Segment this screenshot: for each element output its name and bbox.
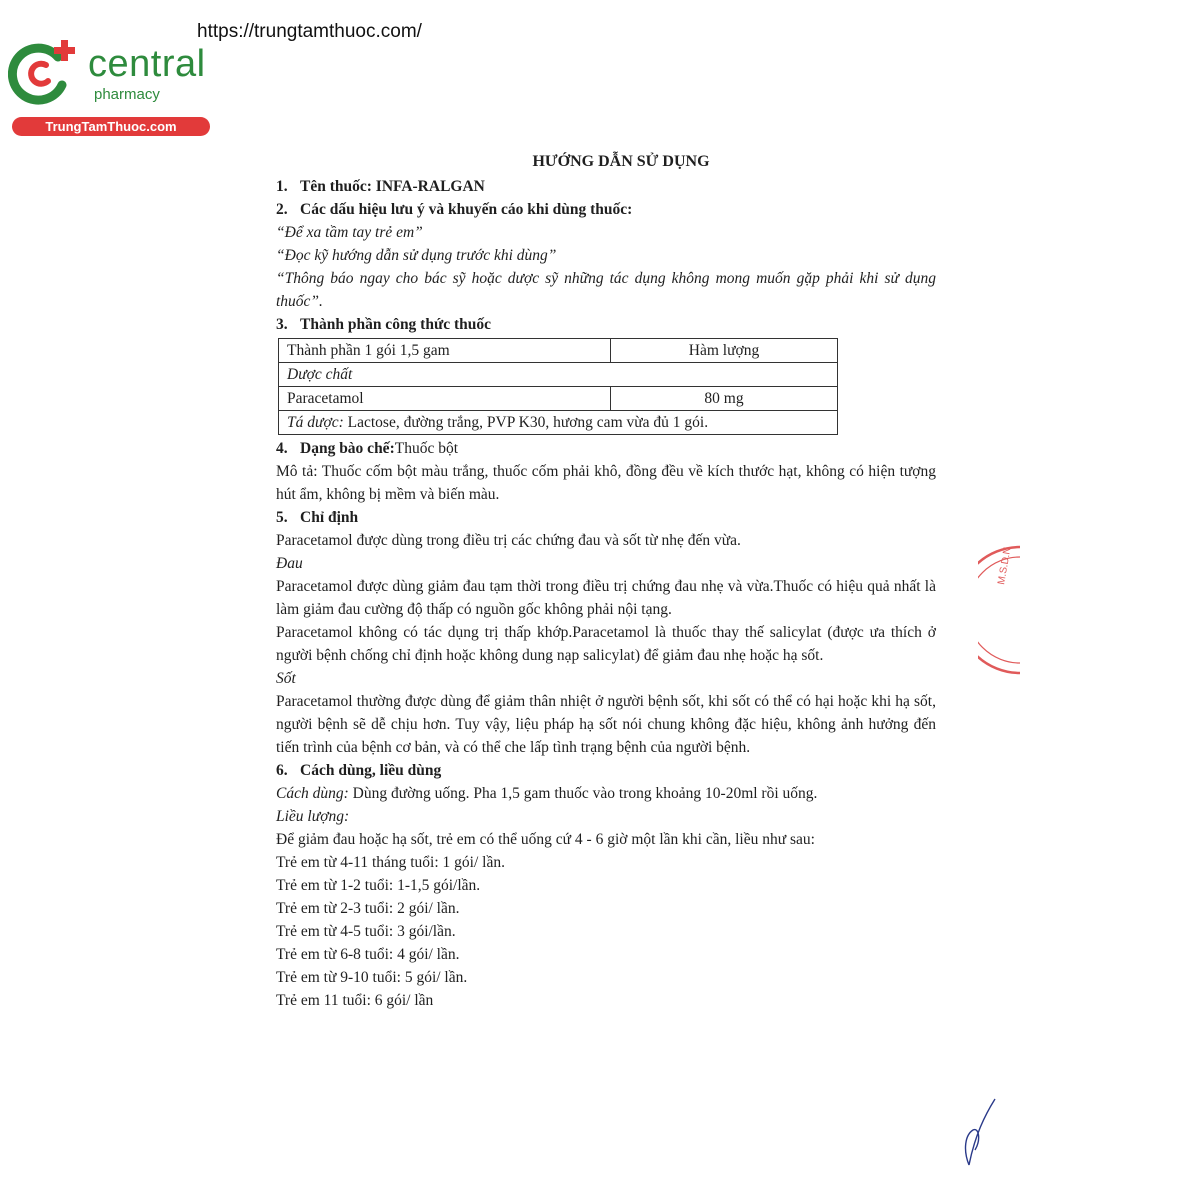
dosage-form-description: Mô tả: Thuốc cốm bột màu trắng, thuốc cốm phải khô, đồng đều về kích thước hạt, không có hiện tượng hút ẩm, không bị mềm và biến màu. [276, 463, 936, 503]
dose-item: Trẻ em từ 9-10 tuổi: 5 gói/ lần. [276, 969, 468, 986]
indication-intro: Paracetamol được dùng trong điều trị các chứng đau và sốt từ nhẹ đến vừa. [276, 532, 741, 549]
table-row [279, 339, 838, 363]
dose-item: Trẻ em từ 1-2 tuổi: 1-1,5 gói/lần. [276, 877, 481, 894]
dose-item: Trẻ em từ 4-11 tháng tuổi: 1 gói/ lần. [276, 854, 505, 871]
table-ingredient-amount: 80 mg [611, 387, 838, 411]
section-1-heading: 1. Tên thuốc: INFA-RALGAN [276, 178, 485, 195]
warning-quote-3: “Thông báo ngay cho bác sỹ hoặc dược sỹ những tác dụng không mong muốn gặp phải khi sử dụng thuốc”. [276, 270, 936, 310]
section-4-heading: 4. Dạng bào chế:Thuốc bột [276, 440, 459, 457]
dosage-label: Liều lượng: [276, 808, 350, 825]
dosage-intro: Để giảm đau hoặc hạ sốt, trẻ em có thể uống cứ 4 - 6 giờ một lần khi cần, liều như sau: [276, 831, 815, 848]
indication-pain-text: Paracetamol được dùng giảm đau tạm thời trong điều trị chứng đau nhẹ và vừa.Thuốc có hiệu quả nhất là làm giảm đau cường độ thấp có nguồn gốc không phải nội tạng. [276, 578, 936, 618]
section-5-heading: 5. Chỉ định [276, 509, 359, 526]
warning-quote-1: “Để xa tầm tay trẻ em” [276, 224, 423, 241]
central-pharmacy-logo[interactable] [8, 37, 218, 137]
table-row [279, 387, 838, 411]
table-ingredient: Paracetamol [279, 387, 611, 411]
section-6-heading: 6. Cách dùng, liều dùng [276, 762, 442, 779]
dose-item: Trẻ em từ 2-3 tuổi: 2 gói/ lần. [276, 900, 460, 917]
indication-fever-label: Sốt [276, 670, 296, 687]
logo-site-pill: TrungTamThuoc.com [12, 117, 210, 136]
section-3-heading: 3. Thành phần công thức thuốc [276, 316, 492, 333]
table-excipients: Tá dược: Lactose, đường trắng, PVP K30, hương cam vừa đủ 1 gói. [279, 411, 838, 435]
instructions-document [276, 150, 936, 1012]
indication-pain-label: Đau [276, 555, 303, 572]
signature-icon [955, 1095, 1005, 1170]
section-2-heading: 2. Các dấu hiệu lưu ý và khuyến cáo khi dùng thuốc: [276, 201, 633, 218]
company-stamp-icon [978, 545, 1020, 675]
composition-table [278, 338, 838, 435]
table-header-composition: Thành phần 1 gói 1,5 gam [279, 339, 611, 363]
dose-item: Trẻ em 11 tuổi: 6 gói/ lần [276, 992, 434, 1009]
svg-text:M.S.D.N: M.S.D.N [996, 546, 1014, 586]
usage-text: Cách dùng: Dùng đường uống. Pha 1,5 gam thuốc vào trong khoảng 10-20ml rồi uống. [276, 785, 818, 802]
table-row [279, 363, 838, 387]
logo-subtitle: pharmacy [94, 86, 160, 103]
indication-rheumatism-text: Paracetamol không có tác dụng trị thấp khớp.Paracetamol là thuốc thay thế salicylat (được ưa thích ở người bệnh chống chỉ định hoặc không dung nạp salicylat) để giảm đau nhẹ hoặc hạ sốt. [276, 624, 936, 664]
table-row [279, 411, 838, 435]
logo-brand: central [88, 43, 206, 85]
dose-item: Trẻ em từ 6-8 tuổi: 4 gói/ lần. [276, 946, 460, 963]
logo-mark-icon [8, 37, 88, 112]
warning-quote-2: “Đọc kỹ hướng dẫn sử dụng trước khi dùng” [276, 247, 557, 264]
dose-item: Trẻ em từ 4-5 tuổi: 3 gói/lần. [276, 923, 456, 940]
table-header-amount: Hàm lượng [611, 339, 838, 363]
site-url[interactable]: https://trungtamthuoc.com/ [197, 21, 422, 42]
table-active-label: Dược chất [279, 363, 838, 387]
document-title: HƯỚNG DẪN SỬ DỤNG [532, 153, 710, 170]
indication-fever-text: Paracetamol thường được dùng để giảm thân nhiệt ở người bệnh sốt, khi sốt có thể có hại hoặc khi hạ sốt, người bệnh sẽ dễ chịu hơn. Tuy vậy, liệu pháp hạ sốt nói chung không đặc hiệu, không ảnh hưởng đến tiến trình của bệnh cơ bản, và có thể che lấp tình trạng bệnh của người bệnh. [276, 693, 936, 756]
